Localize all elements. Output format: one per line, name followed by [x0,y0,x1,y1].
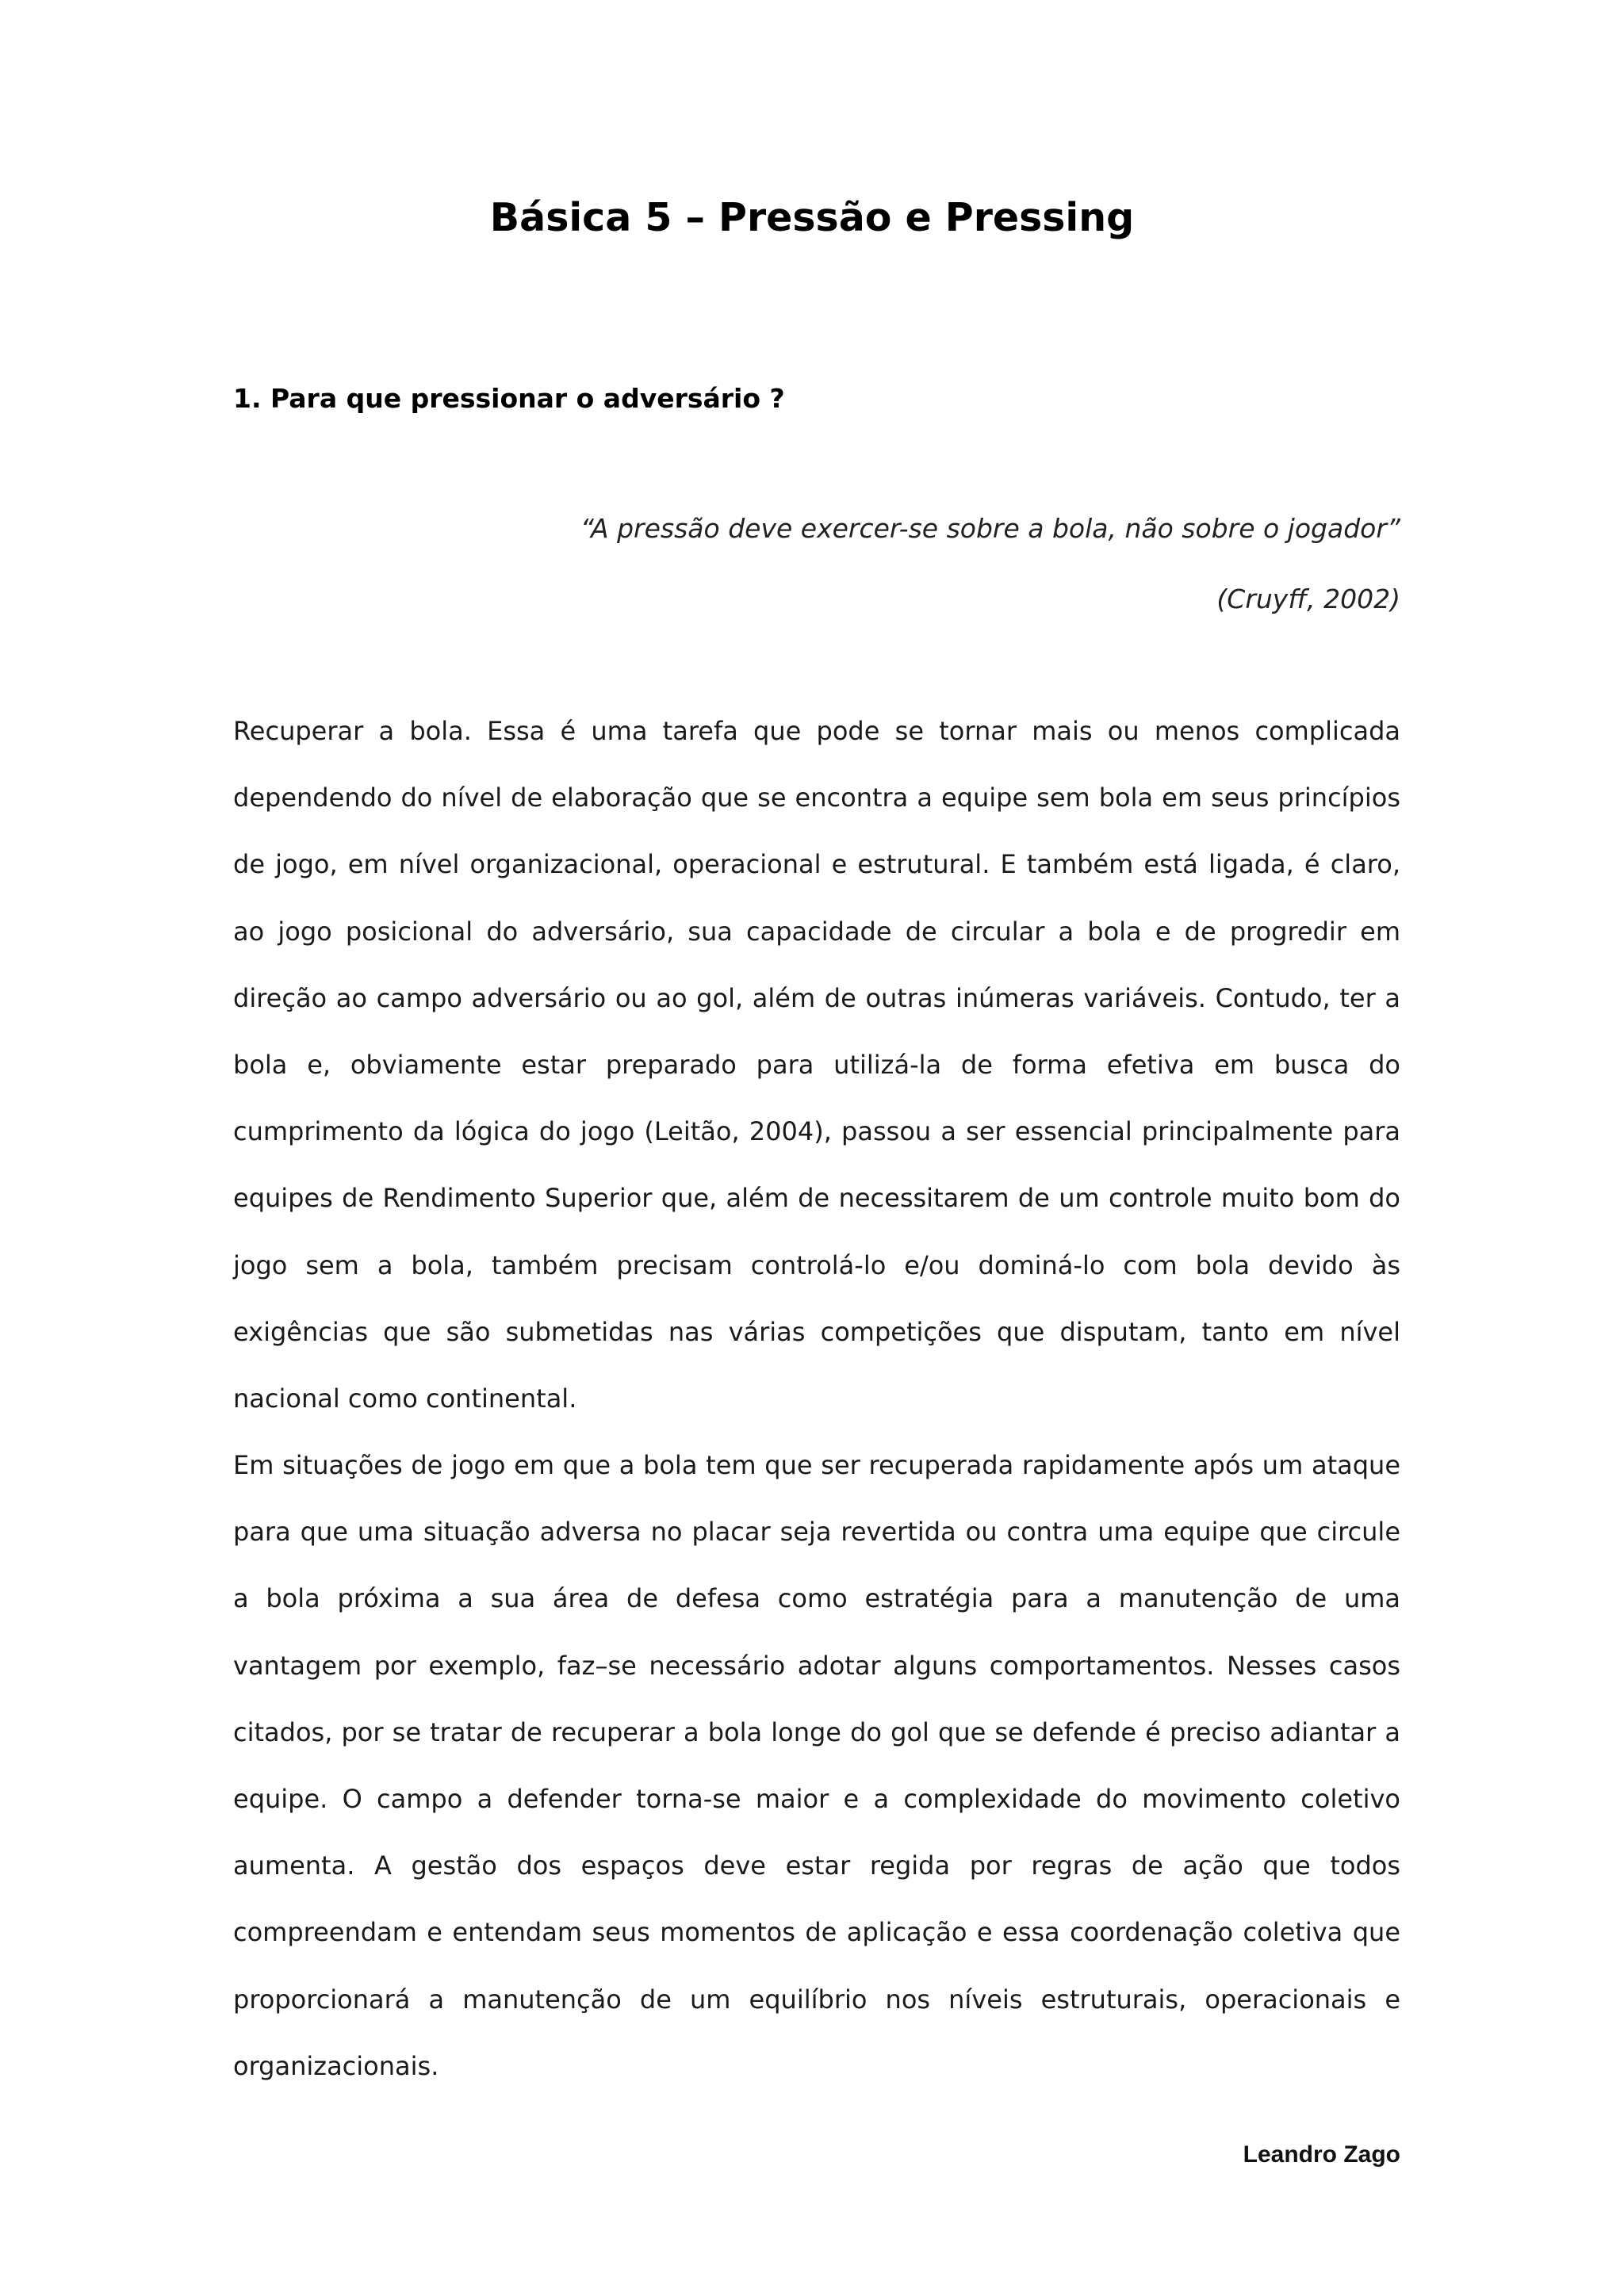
footer-author: Leandro Zago [1243,2141,1400,2168]
body-paragraph: Recuperar a bola. Essa é uma tarefa que pode se tornar mais ou menos complicada dependendo do nível de elaboração que se encontra a equipe sem bola em seus princípios de jogo, em nível organizacional, operacional e estrutural. E também está ligada, é claro, ao jogo posicional do adversário, sua capacidade de circular a bola e de progredir em direção ao campo adversário ou ao gol, além de outras inúmeras variáveis. Contudo, ter a bola e, obviamente estar preparado para utilizá-la de forma efetiva em busca do cumprimento da lógica do jogo (Leitão, 2004), passou a ser essencial principalmente para equipes de Rendimento Superior que, além de necessitarem de um controle muito bom do jogo sem a bola, também precisam controlá-lo e/ou dominá-lo com bola devido às exigências que são submetidas nas várias competições que disputam, tanto em nível nacional como continental. [233,716,1400,1414]
document-title: Básica 5 – Pressão e Pressing [489,195,1135,240]
epigraph-source: (Cruyff, 2002) [1216,584,1400,614]
section-heading: 1. Para que pressionar o adversário ? [233,383,785,414]
epigraph-quote: “A pressão deve exercer-se sobre a bola, não sobre o jogador” [580,513,1400,544]
body-paragraph: Em situações de jogo em que a bola tem que ser recuperada rapidamente após um ataque para que uma situação adversa no placar seja revertida ou contra uma equipe que circule a bola próxima a sua área de defesa como estratégia para a manutenção de uma vantagem por exemplo, faz–se necessário adotar alguns comportamentos. Nesses casos citados, por se tratar de recuperar a bola longe do gol que se defende é preciso adiantar a equipe. O campo a defender torna-se maior e a complexidade do movimento coletivo aumenta. A gestão dos espaços deve estar regida por regras de ação que todos compreendam e entendam seus momentos de aplicação e essa coordenação coletiva que proporcionará a manutenção de um equilíbrio nos níveis estruturais, operacionais e organizacionais. [233,1450,1400,2081]
